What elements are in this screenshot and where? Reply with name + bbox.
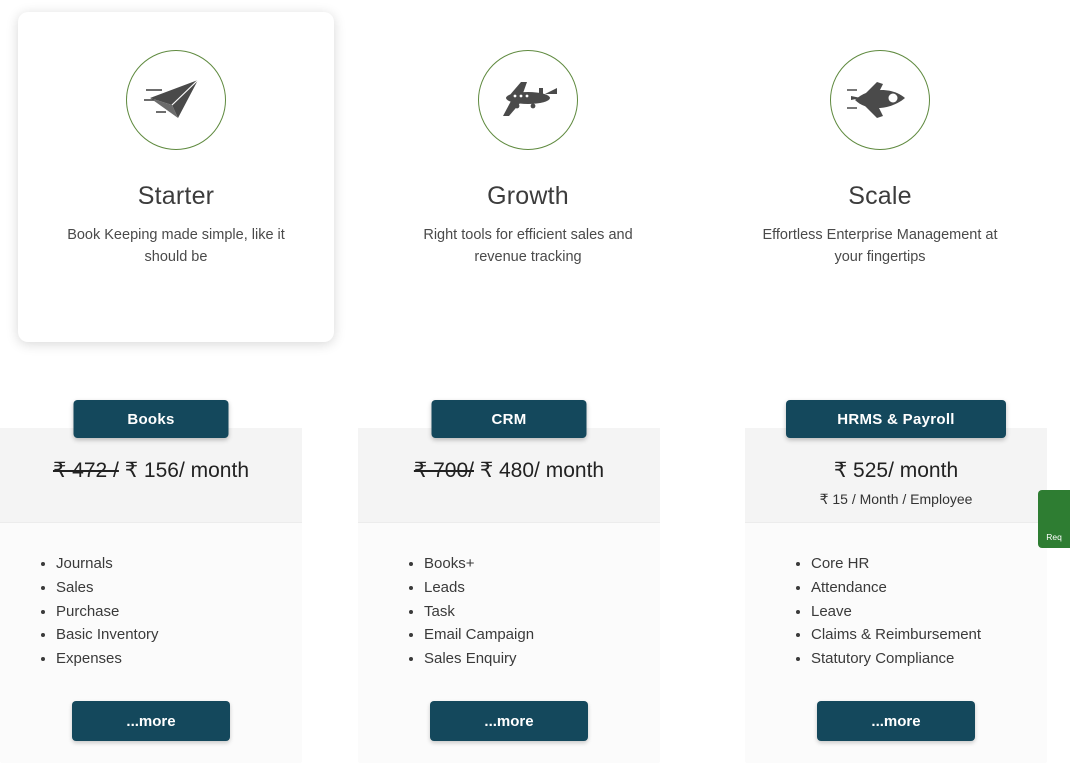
- module-price-band: [745, 428, 1047, 523]
- plan-description: Effortless Enterprise Management at your fingertips: [762, 227, 998, 265]
- plan-column-starter: [0, 0, 352, 360]
- plan-title: Scale: [848, 182, 912, 210]
- list-item: • Basic Inventory: [56, 624, 302, 647]
- plan-title: Growth: [487, 182, 569, 210]
- plan-card-scale[interactable]: [722, 12, 1038, 293]
- plan-column-scale: [704, 0, 1056, 360]
- jet-plane-icon: [830, 50, 930, 150]
- list-item: • Claims & Reimbursement: [811, 624, 1047, 647]
- module-button-books[interactable]: Books: [74, 400, 229, 438]
- plan-description: Right tools for efficient sales and revenue tracking: [423, 227, 633, 265]
- list-item: • Sales Enquiry: [424, 648, 660, 671]
- feature-list: [358, 523, 660, 671]
- modules-row: [0, 390, 1070, 763]
- price-original: ₹ 700/: [413, 459, 474, 482]
- module-card-books: [0, 410, 302, 763]
- price-current: ₹ 480/ month: [479, 459, 605, 482]
- price-subtext: ₹ 15 / Month / Employee: [819, 491, 973, 507]
- list-item: • Core HR: [811, 553, 1047, 576]
- module-price-band: [358, 428, 660, 523]
- more-button-crm[interactable]: ...more: [430, 701, 588, 741]
- list-item: • Books+: [424, 553, 660, 576]
- more-button-books[interactable]: ...more: [72, 701, 230, 741]
- list-item: • Purchase: [56, 601, 302, 624]
- list-item: • Email Campaign: [424, 624, 660, 647]
- plan-card-growth[interactable]: [370, 12, 686, 293]
- plans-row: [0, 0, 1070, 360]
- propeller-plane-icon: [478, 50, 578, 150]
- price-original: ₹ 472 /: [52, 459, 119, 482]
- module-card-crm: [358, 410, 660, 763]
- plan-description: Book Keeping made simple, like it should be: [67, 227, 285, 265]
- module-price-band: [0, 428, 302, 523]
- paper-plane-icon: [126, 50, 226, 150]
- module-button-crm[interactable]: CRM: [432, 400, 587, 438]
- list-item: • Statutory Compliance: [811, 648, 1047, 671]
- list-item: • Attendance: [811, 577, 1047, 600]
- list-item: • Expenses: [56, 648, 302, 671]
- module-button-hrms-payroll[interactable]: HRMS & Payroll: [786, 400, 1006, 438]
- plan-column-growth: [352, 0, 704, 360]
- feature-list: [745, 523, 1047, 671]
- price-current: ₹ 525/ month: [833, 459, 959, 482]
- list-item: • Journals: [56, 553, 302, 576]
- price-current: ₹ 156/ month: [124, 459, 250, 482]
- list-item: • Task: [424, 601, 660, 624]
- list-item: • Leads: [424, 577, 660, 600]
- plan-card-starter[interactable]: [18, 12, 334, 342]
- request-callback-tab[interactable]: Req: [1038, 490, 1070, 548]
- list-item: • Leave: [811, 601, 1047, 624]
- list-item: • Sales: [56, 577, 302, 600]
- plan-title: Starter: [137, 182, 215, 210]
- module-card-hrms-payroll: [745, 410, 1047, 763]
- feature-list: [0, 523, 302, 671]
- more-button-hrms-payroll[interactable]: ...more: [817, 701, 975, 741]
